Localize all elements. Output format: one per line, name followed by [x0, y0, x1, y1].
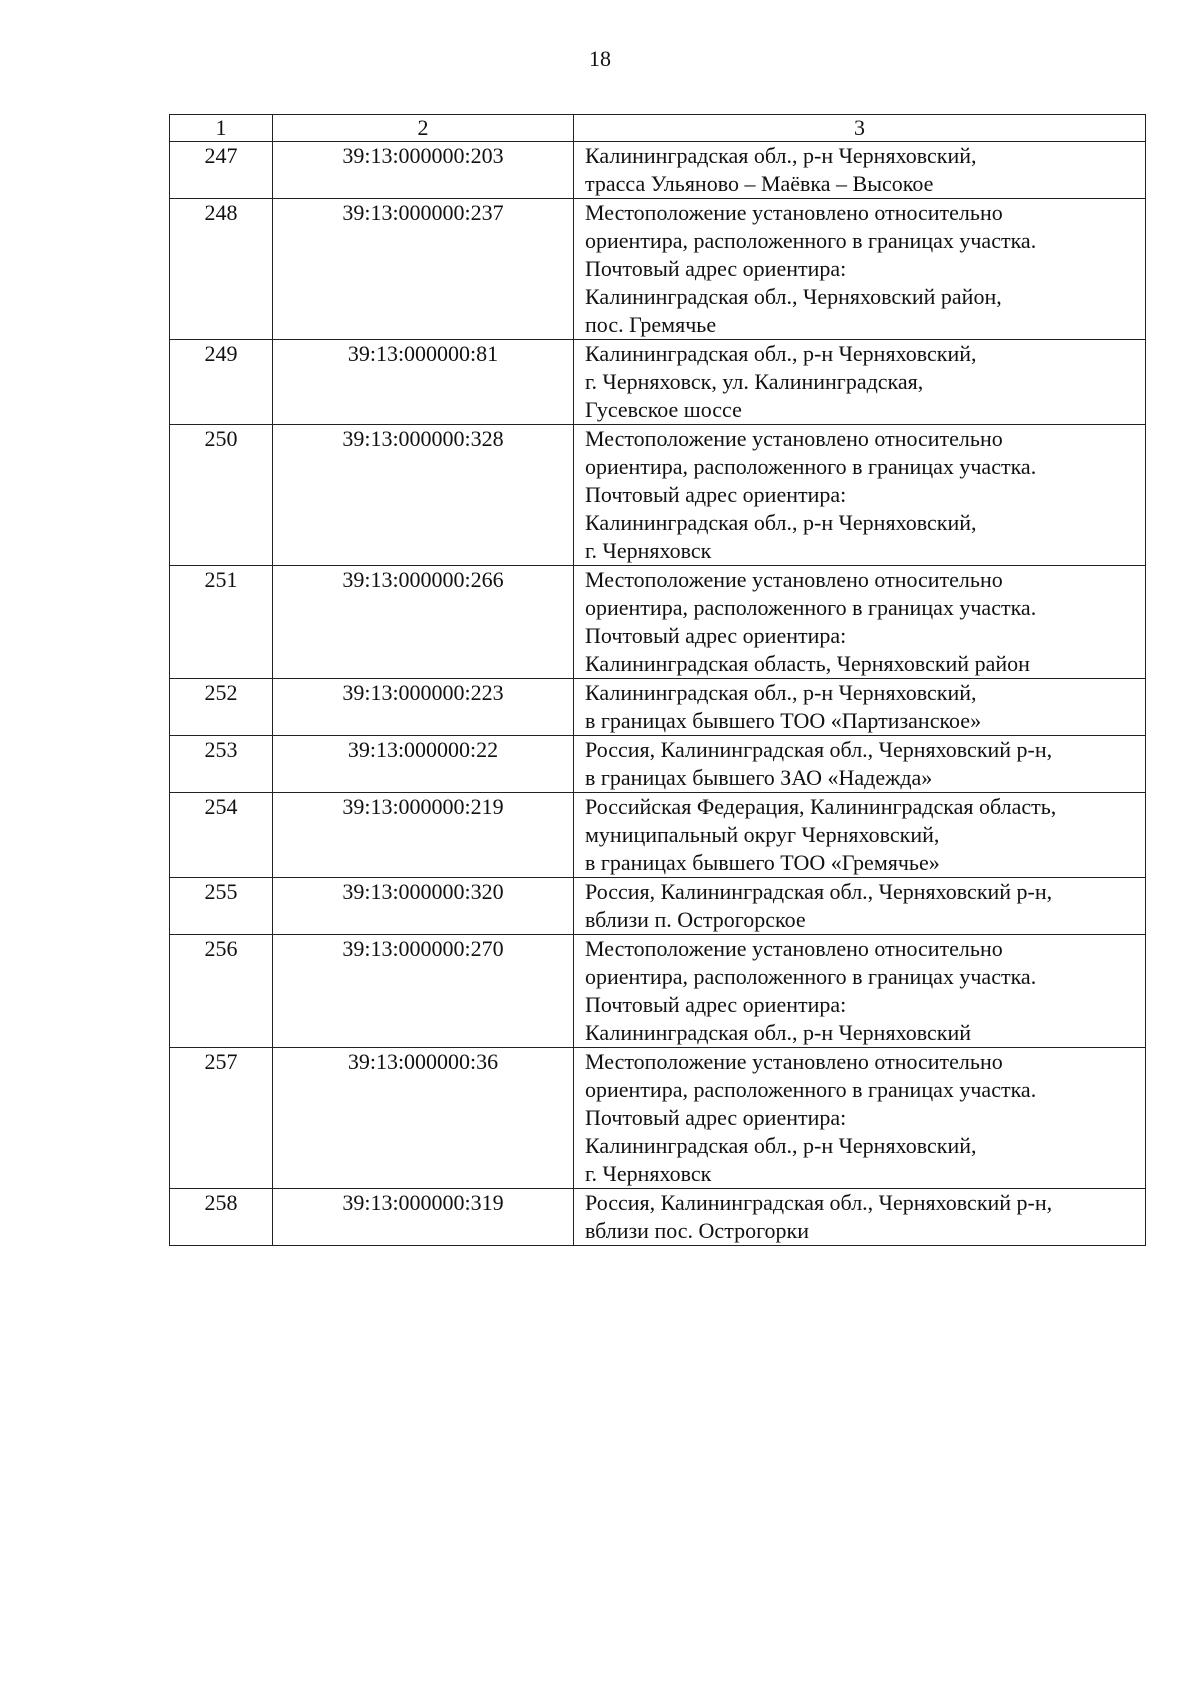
cadastral-number-cell: 39:13:000000:320 [273, 878, 574, 935]
address-cell [574, 199, 1146, 340]
address-line: муниципальный округ Черняховский, [585, 822, 940, 847]
cadastral-number-cell: 39:13:000000:266 [273, 566, 574, 679]
address-line: Почтовый адрес ориентира: [585, 1105, 847, 1130]
address-cell [574, 1189, 1146, 1246]
address-line: Россия, Калининградская обл., Черняховский р-н, [585, 1190, 1053, 1215]
address-line: Почтовый адрес ориентира: [585, 623, 847, 648]
cadastral-number-cell: 39:13:000000:203 [273, 142, 574, 199]
address-cell [574, 736, 1146, 793]
row-number-cell: 257 [170, 1048, 273, 1189]
address-cell [574, 566, 1146, 679]
cadastral-number-cell: 39:13:000000:270 [273, 935, 574, 1048]
address-line: ориентира, расположенного в границах участка. [585, 1077, 1037, 1102]
row-number-cell: 255 [170, 878, 273, 935]
address-line: ориентира, расположенного в границах участка. [585, 595, 1037, 620]
address-line: г. Черняховск, ул. Калининградская, [585, 369, 924, 394]
address-line: Местоположение установлено относительно [585, 567, 1003, 592]
cadastral-number-cell: 39:13:000000:81 [273, 340, 574, 425]
address-cell [574, 793, 1146, 878]
cadastral-number-cell: 39:13:000000:223 [273, 679, 574, 736]
address-line: трасса Ульяново – Маёвка – Высокое [585, 171, 934, 196]
address-line: вблизи пос. Острогорки [585, 1218, 810, 1243]
column-header-number: 1 [170, 115, 273, 142]
address-line: ориентира, расположенного в границах участка. [585, 964, 1037, 989]
header-row [170, 115, 1146, 142]
address-line: Почтовый адрес ориентира: [585, 482, 847, 507]
table-body [170, 142, 1146, 1246]
row-number-cell: 247 [170, 142, 273, 199]
address-cell [574, 425, 1146, 566]
column-header-cadastral-number: 2 [273, 115, 574, 142]
address-line: Местоположение установлено относительно [585, 426, 1003, 451]
address-cell [574, 340, 1146, 425]
cadastral-number-cell: 39:13:000000:328 [273, 425, 574, 566]
address-line: Местоположение установлено относительно [585, 200, 1003, 225]
address-line: Россия, Калининградская обл., Черняховский р-н, [585, 737, 1053, 762]
table-header [170, 115, 1146, 142]
row-number-cell: 248 [170, 199, 273, 340]
address-line: Почтовый адрес ориентира: [585, 992, 847, 1017]
address-line: Почтовый адрес ориентира: [585, 256, 847, 281]
cadastral-number-cell: 39:13:000000:319 [273, 1189, 574, 1246]
address-line: ориентира, расположенного в границах участка. [585, 228, 1037, 253]
row-number-cell: 256 [170, 935, 273, 1048]
page-number: 18 [589, 46, 611, 71]
address-line: ориентира, расположенного в границах участка. [585, 454, 1037, 479]
column-header-address: 3 [574, 115, 1146, 142]
parcel-table [169, 114, 1146, 1246]
address-line: вблизи п. Острогорское [585, 907, 806, 932]
row-number-cell: 250 [170, 425, 273, 566]
table-row [170, 1189, 1146, 1246]
row-number-cell: 252 [170, 679, 273, 736]
table-row [170, 142, 1146, 199]
address-line: Российская Федерация, Калининградская область, [585, 794, 1057, 819]
table-row [170, 566, 1146, 679]
address-line: Калининградская область, Черняховский район [585, 651, 1030, 676]
address-cell [574, 935, 1146, 1048]
address-line: Калининградская обл., р-н Черняховский, [585, 1133, 977, 1158]
row-number-cell: 253 [170, 736, 273, 793]
address-line: Россия, Калининградская обл., Черняховский р-н, [585, 879, 1053, 904]
address-line: Калининградская обл., р-н Черняховский [585, 1020, 971, 1045]
address-line: в границах бывшего ЗАО «Надежда» [585, 765, 933, 790]
address-cell [574, 1048, 1146, 1189]
row-number-cell: 258 [170, 1189, 273, 1246]
table-row [170, 425, 1146, 566]
address-line: пос. Гремячье [585, 312, 717, 337]
address-line: Калининградская обл., р-н Черняховский, [585, 341, 977, 366]
cadastral-number-cell: 39:13:000000:36 [273, 1048, 574, 1189]
cadastral-number-cell: 39:13:000000:22 [273, 736, 574, 793]
address-line: в границах бывшего ТОО «Партизанское» [585, 708, 982, 733]
cadastral-number-cell: 39:13:000000:219 [273, 793, 574, 878]
address-line: Местоположение установлено относительно [585, 1049, 1003, 1074]
table-row [170, 340, 1146, 425]
table-row [170, 199, 1146, 340]
address-cell [574, 679, 1146, 736]
table-row [170, 793, 1146, 878]
address-line: Гусевское шоссе [585, 397, 742, 422]
table-row [170, 1048, 1146, 1189]
table-row [170, 935, 1146, 1048]
address-line: Калининградская обл., р-н Черняховский, [585, 143, 977, 168]
address-line: Калининградская обл., р-н Черняховский, [585, 510, 977, 535]
address-line: Местоположение установлено относительно [585, 936, 1003, 961]
row-number-cell: 249 [170, 340, 273, 425]
address-line: Калининградская обл., р-н Черняховский, [585, 680, 977, 705]
cadastral-number-cell: 39:13:000000:237 [273, 199, 574, 340]
address-line: Калининградская обл., Черняховский район, [585, 284, 1002, 309]
address-line: г. Черняховск [585, 1161, 712, 1186]
table-row [170, 736, 1146, 793]
address-cell [574, 142, 1146, 199]
table-row [170, 679, 1146, 736]
address-line: г. Черняховск [585, 538, 712, 563]
address-line: в границах бывшего ТОО «Гремячье» [585, 850, 940, 875]
row-number-cell: 251 [170, 566, 273, 679]
address-cell [574, 878, 1146, 935]
row-number-cell: 254 [170, 793, 273, 878]
table-row [170, 878, 1146, 935]
